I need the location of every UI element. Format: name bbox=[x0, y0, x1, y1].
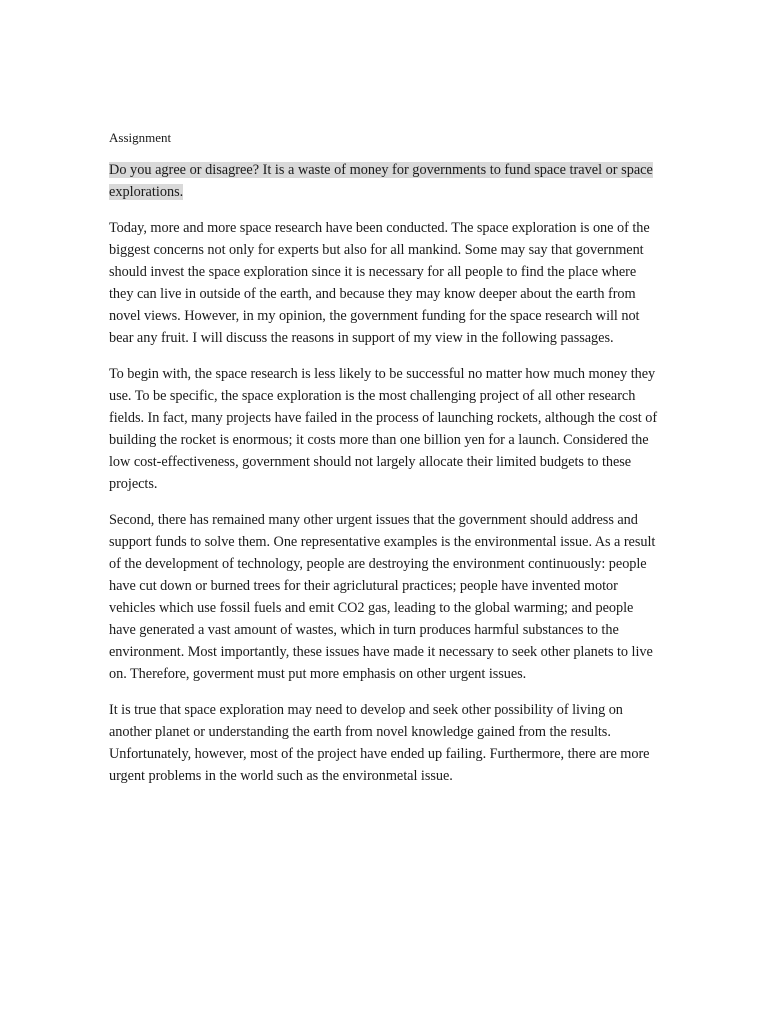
paragraph-second-reason: Second, there has remained many other urgent issues that the government should address and support funds to solve them. One representative examples is the environmental issue. As a result of the development of technology, people are destroying the environment continuously: people have cut down or burned trees for their agriclutural practices; people have invented motor vehicles which use fossil fuels and emit CO2 gas, leading to the global warming; and people have generated a vast amount of wastes, which in turn produces harmful substances to the environment. Most importantly, these issues have made it necessary to seek other planets to live on. Therefore, goverment must put more emphasis on other urgent issues. bbox=[109, 512, 656, 682]
document-body bbox=[109, 128, 659, 801]
paragraph-conclusion: It is true that space exploration may need to develop and seek other possibility of living on another planet or understanding the earth from novel knowledge gained from the results. Unfortunately, however, most of the project have ended up failing. Furthermore, there are more urgent problems in the world such as the environmetal issue. bbox=[109, 702, 650, 784]
document-heading: Assignment bbox=[109, 130, 172, 145]
paragraph-first-reason: To begin with, the space research is less likely to be successful no matter how much money they use. To be specific, the space exploration is the most challenging project of all other research fields. In fact, many projects have failed in the process of launching rockets, although the cost of building the rocket is enormous; it costs more than one billion yen for a launch. Considered the low cost-effectiveness, government should not largely allocate their limited budgets to these projects. bbox=[109, 366, 658, 492]
highlighted-question-text: Do you agree or disagree? It is a waste of money for governments to fund space travel or space explorations. bbox=[109, 162, 653, 200]
assignment-question bbox=[109, 159, 659, 203]
paragraph-introduction: Today, more and more space research have been conducted. The space exploration is one of the biggest concerns not only for experts but also for all mankind. Some may say that government should invest the space exploration since it is necessary for all people to find the place where they can live in outside of the earth, and because they may know deeper about the earth from novel views. However, in my opinion, the government funding for the space research will not bear any fruit. I will discuss the reasons in support of my view in the following passages. bbox=[109, 220, 650, 346]
